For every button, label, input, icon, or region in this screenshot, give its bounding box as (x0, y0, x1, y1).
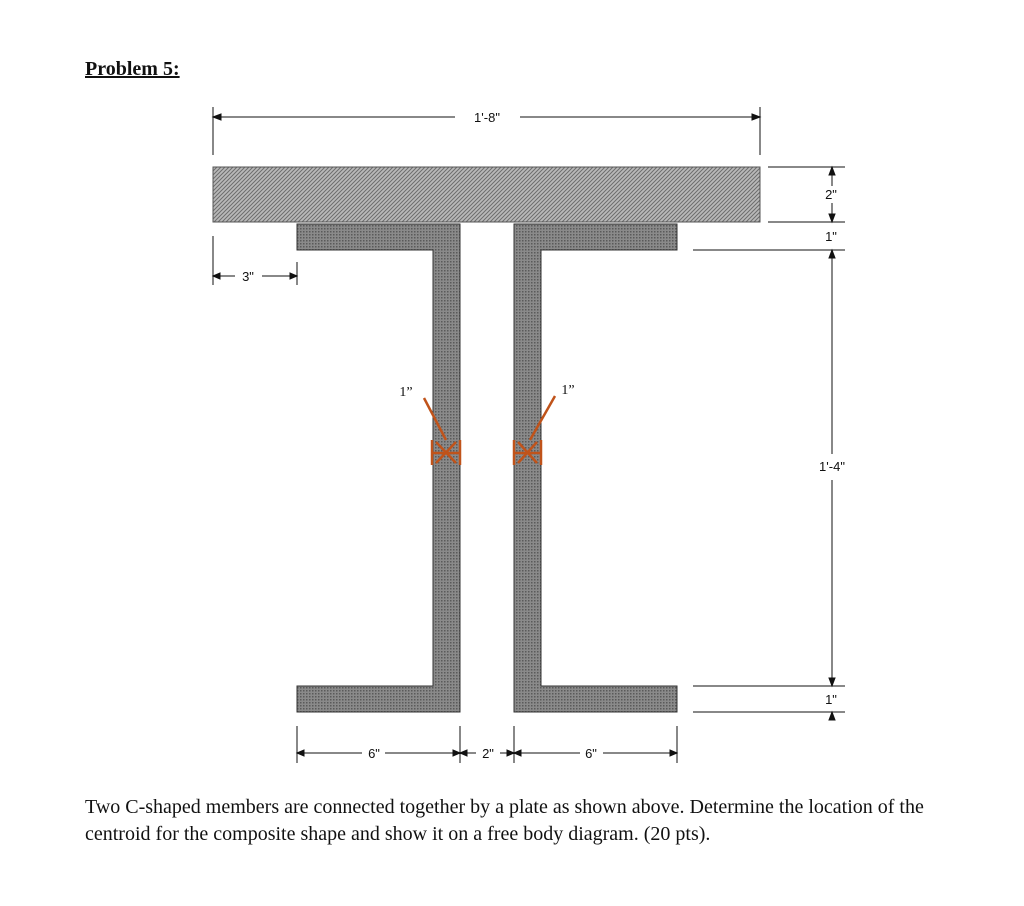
bottom-flange-label: 1" (825, 692, 837, 707)
overhang-label: 3" (242, 269, 254, 284)
left-weld-label: 1” (399, 385, 413, 400)
right-weld-label: 1” (561, 383, 575, 398)
top-plate (213, 167, 760, 222)
problem-statement: Two C-shaped members are connected together by a plate as shown above. Determine the location of the centroid for the composite shape and show it on a free body diagram. (20 pts). (85, 796, 924, 845)
web-height-label: 1'-4" (819, 459, 845, 474)
plate-thickness-label: 2" (825, 187, 837, 202)
right-channel (514, 224, 677, 712)
overhang-dimension (213, 236, 297, 285)
problem-title: Problem 5: (85, 58, 180, 80)
left-flange-width-label: 6" (368, 746, 380, 761)
plate-width-label: 1'-8" (474, 110, 500, 125)
right-vertical-dimensions (693, 167, 845, 720)
left-channel (297, 224, 460, 712)
top-flange-label: 1" (825, 229, 837, 244)
gap-label: 2" (482, 746, 494, 761)
right-flange-width-label: 6" (585, 746, 597, 761)
